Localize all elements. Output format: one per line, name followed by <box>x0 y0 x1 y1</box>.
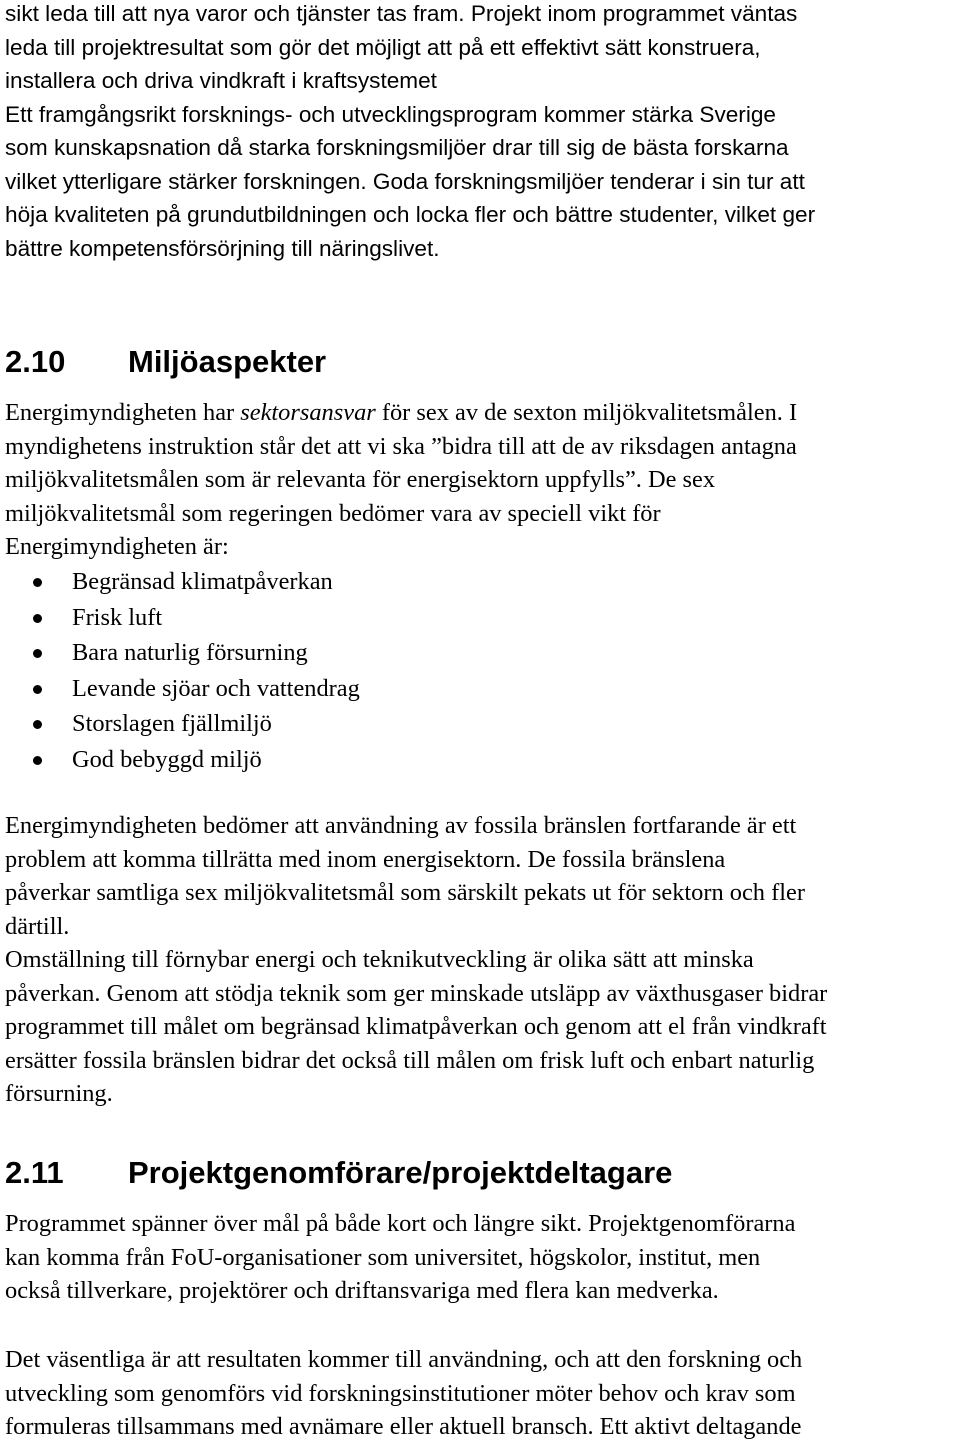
section-title: Projektgenomförare/projektdeltagare <box>128 1155 673 1190</box>
bullet-icon <box>33 720 42 729</box>
section-heading-2-11 <box>5 1153 672 1193</box>
section-number: 2.11 <box>5 1155 64 1190</box>
list-item <box>5 600 360 636</box>
section-heading-2-10 <box>5 342 326 382</box>
text-line: påverkan. Genom att stödja teknik som ger minskade utsläpp av växthusgaser bidrar <box>5 979 828 1007</box>
text-line: sikt leda till att nya varor och tjänster tas fram. Projekt inom programmet väntas <box>5 1 798 26</box>
text-line: kan komma från FoU-organisationer som universitet, högskolor, institut, men <box>5 1243 761 1271</box>
list-item-text: Begränsad klimatpåverkan <box>72 568 333 595</box>
section-title: Miljöaspekter <box>128 344 327 379</box>
text-run: Energimyndigheten har <box>5 399 241 426</box>
text-line: bättre kompetensförsörjning till näringslivet. <box>5 235 440 261</box>
bullet-icon <box>33 649 42 658</box>
miljo-intro-paragraph <box>5 396 797 564</box>
text-line: Det väsentliga är att resultaten kommer till användning, och att den forskning och <box>5 1346 803 1373</box>
fossil-fuel-paragraph <box>5 809 827 1111</box>
text-line: också tillverkare, projektörer och driftansvariga med flera kan medverka. <box>5 1277 719 1304</box>
list-item-text: Storslagen fjällmiljö <box>72 710 272 737</box>
list-item-text: Frisk luft <box>72 603 163 631</box>
list-item <box>5 706 360 742</box>
text-line: installera och driva vindkraft i kraftsystemet <box>5 68 437 93</box>
text-line: myndighetens instruktion står det att vi ska ”bidra till att de av riksdagen antagna <box>5 432 797 460</box>
list-item-text: God bebyggd miljö <box>72 745 262 773</box>
list-item-text: Levande sjöar och vattendrag <box>72 674 360 702</box>
text-line: miljökvalitetsmålen som är relevanta för energisektorn uppfylls”. De sex <box>5 466 716 493</box>
list-item <box>5 564 360 600</box>
intro-paragraph <box>5 0 815 265</box>
text-line: formuleras tillsammans med avnämare eller aktuell bransch. Ett aktivt deltagande <box>5 1413 802 1440</box>
bullet-icon <box>33 685 42 694</box>
text-line: försurning. <box>5 1080 113 1107</box>
bullet-icon <box>33 756 42 765</box>
section-number: 2.10 <box>5 344 66 379</box>
list-item <box>5 635 360 671</box>
text-line: som kunskapsnation då starka forskningsmiljöer drar till sig de bästa forskarna <box>5 135 789 160</box>
participants-paragraph <box>5 1207 795 1308</box>
goal-bullet-list <box>5 564 360 777</box>
bullet-icon <box>33 578 42 587</box>
text-run: för sex av de sexton miljökvalitetsmålen. I <box>375 399 798 426</box>
text-line: problem att komma tillrätta med inom energisektorn. De fossila bränslena <box>5 845 726 873</box>
text-line: höja kvaliteten på grundutbildningen och locka fler och bättre studenter, vilket ger <box>5 202 816 227</box>
results-paragraph <box>5 1343 802 1444</box>
text-line: vilket ytterligare stärker forskningen. Goda forskningsmiljöer tenderar i sin tur att <box>5 168 805 194</box>
text-line: ersätter fossila bränslen bidrar det också till målen om frisk luft och enbart naturlig <box>5 1046 815 1074</box>
text-line <box>5 396 797 430</box>
italic-term: sektorsansvar <box>240 399 376 426</box>
text-line: Energimyndigheten bedömer att användning av fossila bränslen fortfarande är ett <box>5 812 797 839</box>
text-line: Omställning till förnybar energi och teknikutveckling är olika sätt att minska <box>5 946 754 973</box>
text-line: utveckling som genomförs vid forskningsinstitutioner möter behov och krav som <box>5 1379 796 1407</box>
text-line: Energimyndigheten är: <box>5 533 229 560</box>
text-line: programmet till målet om begränsad klimatpåverkan och genom att el från vindkraft <box>5 1013 827 1040</box>
list-item <box>5 742 360 778</box>
text-line: miljökvalitetsmål som regeringen bedömer vara av speciell vikt för <box>5 499 661 527</box>
list-item-text: Bara naturlig försurning <box>72 639 308 666</box>
bullet-icon <box>33 614 42 623</box>
text-line: påverkar samtliga sex miljökvalitetsmål som särskilt pekats ut för sektorn och fler <box>5 879 805 906</box>
text-line: leda till projektresultat som gör det möjligt att på ett effektivt sätt konstruera, <box>5 34 761 60</box>
text-line: därtill. <box>5 912 70 940</box>
text-line: Programmet spänner över mål på både kort och längre sikt. Projektgenomförarna <box>5 1210 796 1237</box>
text-line: Ett framgångsrikt forsknings- och utvecklingsprogram kommer stärka Sverige <box>5 101 776 127</box>
list-item <box>5 671 360 707</box>
